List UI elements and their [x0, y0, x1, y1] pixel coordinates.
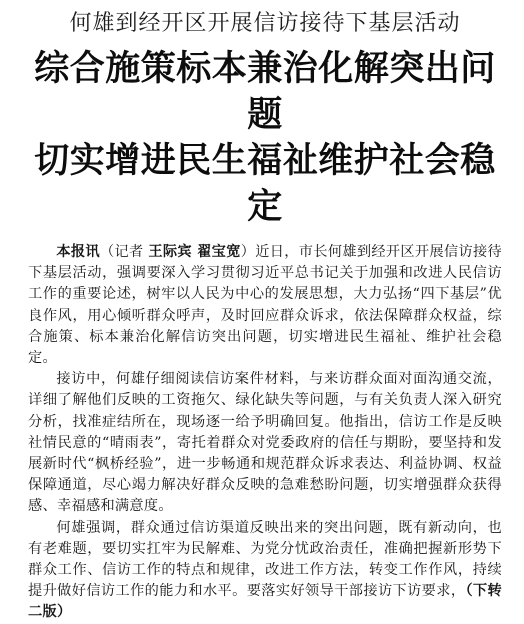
byline-open: （记者 [99, 244, 149, 260]
main-headline-line-2: 切实增进民生福祉维护社会稳定 [34, 141, 496, 227]
main-headline-line-1: 综合施策标本兼治化解突出问题 [34, 49, 496, 135]
article-body [28, 242, 502, 624]
lead-tag: 本报讯 [56, 244, 100, 260]
byline-close: ） [240, 244, 256, 260]
paragraph-3-text: 何雄强调，群众通过信访渠道反映出来的突出问题，既有新动向，也有老难题，要切实扛牢为民解难、为党分忧政治责任，准确把握新形势下群众工作、信访工作的特点和规律，改进工作方法，转变工作作风，持续提升做好信访工作的能力和水平。要落实好领导干部接访下访要求， [28, 519, 502, 600]
kicker-headline: 何雄到经开区开展信访接待下基层活动 [69, 11, 461, 36]
paragraph-1-text: 近日，市长何雄到经开区开展信访接待下基层活动，强调要深入学习贯彻习近平总书记关于加强和改进人民信访工作的重要论述，树牢以人民为中心的发展思想，大力弘扬“四下基层”优良作风，用心倾听群众呼声，及时回应群众诉求，依法保障群众权益，综合施策、标本兼治化解信访突出问题，切实增进民生福祉、维护社会稳定。 [28, 244, 502, 367]
reporter-names: 王际宾 翟宝宽 [148, 244, 241, 260]
article-paragraph-3 [28, 518, 502, 624]
article-paragraph-2: 接访中，何雄仔细阅读信访案件材料，与来访群众面对面沟通交流，详细了解他们反映的工资拖欠、绿化缺失等问题，与有关负责人深入研究分析，找准症结所在，现场逐一给予明确回复。他指出，信访工作是反映社情民意的“晴雨表”，寄托着群众对党委政府的信任与期盼，要坚持和发展新时代“枫桥经验”，进一步畅通和规范群众诉求表达、利益协调、权益保障通道，尽心竭力解决好群众反映的急难愁盼问题，切实增强群众获得感、幸福感和满意度。 [28, 371, 502, 515]
continued-on-page-two: （下转二版） [28, 583, 502, 621]
article-paragraph-1 [28, 242, 502, 369]
headline-spacer [28, 230, 502, 242]
